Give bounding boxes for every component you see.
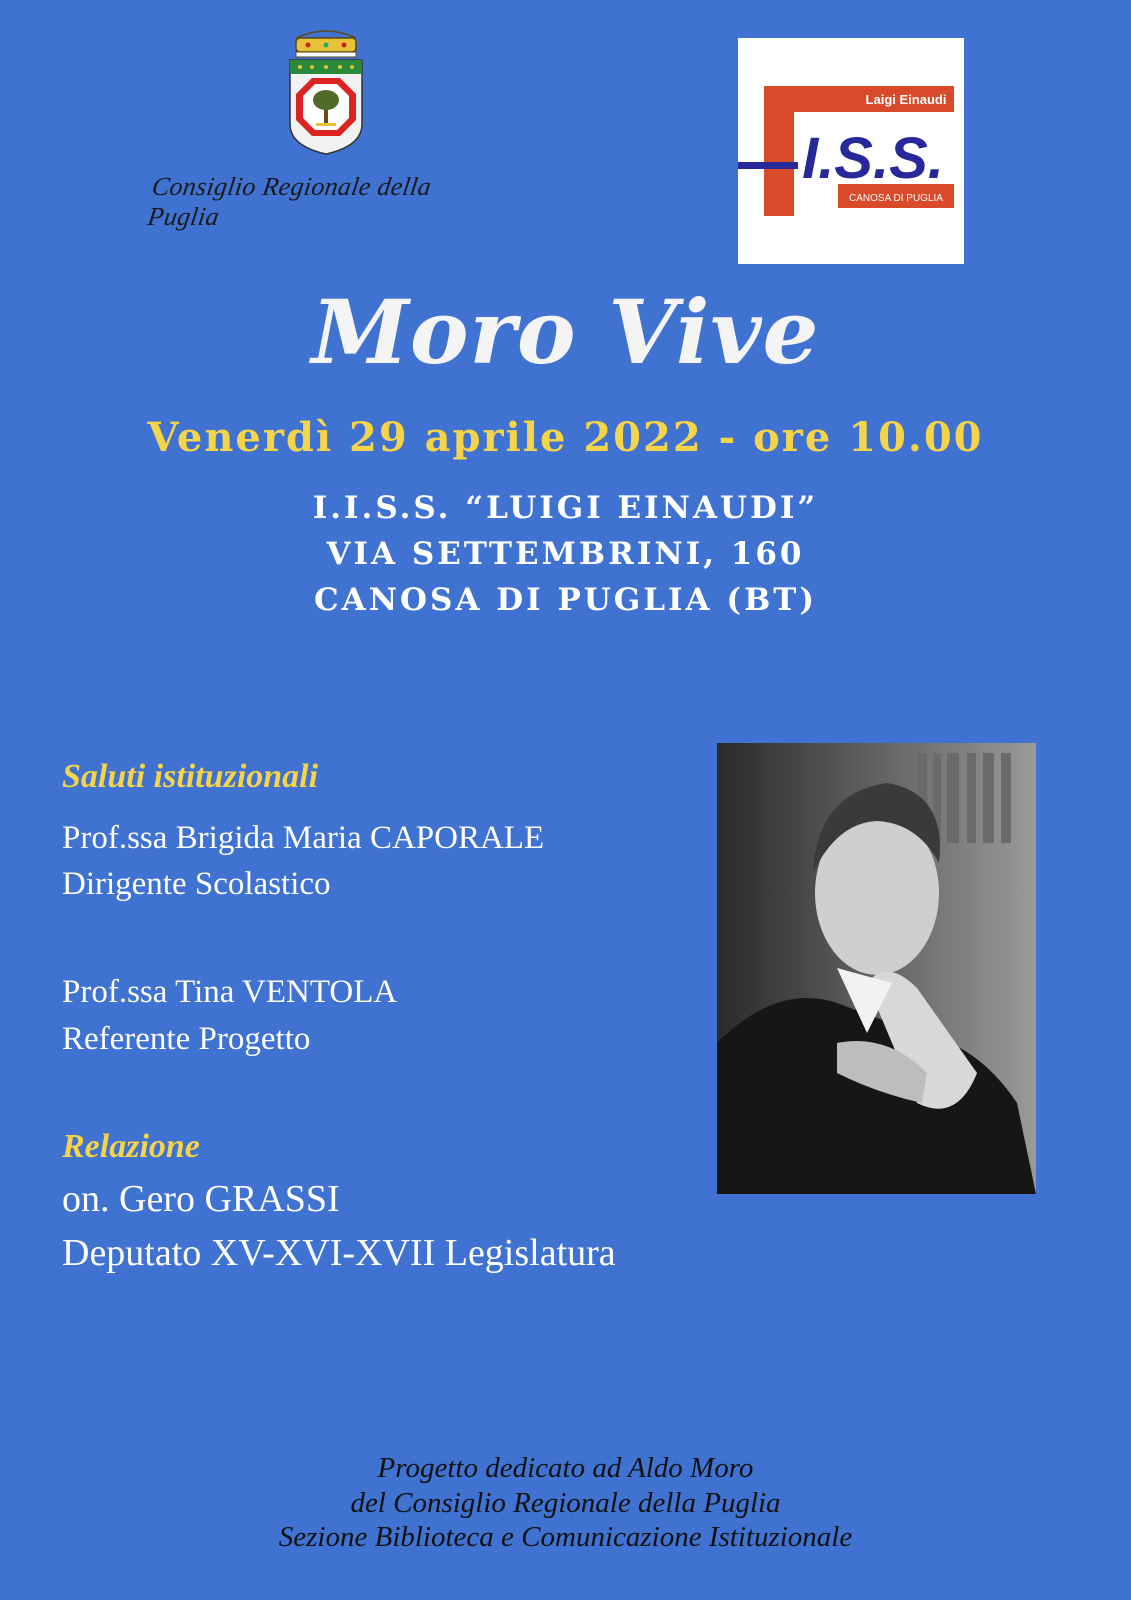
footer-line1: Progetto dedicato ad Aldo Moro bbox=[377, 1452, 754, 1484]
event-date: Venerdì 29 aprile 2022 - ore 10.00 bbox=[147, 414, 984, 461]
speaker2-name: Prof.ssa Tina VENTOLA bbox=[62, 974, 398, 1010]
speaker2-role: Referente Progetto bbox=[62, 1021, 311, 1057]
speaker1-role: Dirigente Scolastico bbox=[62, 866, 331, 902]
speaker1-name: Prof.ssa Brigida Maria CAPORALE bbox=[62, 820, 545, 856]
council-name: Consiglio Regionale della Puglia bbox=[145, 172, 434, 231]
report-speaker-name: on. Gero GRASSI bbox=[62, 1178, 340, 1220]
school-logo bbox=[738, 38, 964, 264]
venue-name: I.I.S.S. “LUIGI EINAUDI” bbox=[312, 490, 819, 526]
venue-city: CANOSA DI PUGLIA (BT) bbox=[313, 582, 818, 618]
school-logo-letters: I.S.S. bbox=[802, 126, 944, 191]
report-heading: Relazione bbox=[62, 1128, 200, 1165]
school-logo-top-label: Laigi Einaudi bbox=[865, 92, 947, 107]
report-speaker-role: Deputato XV-XVI-XVII Legislatura bbox=[62, 1232, 616, 1274]
venue-address: VIA SETTEMBRINI, 160 bbox=[326, 536, 805, 572]
school-logo-bottom-label: CANOSA DI PUGLIA bbox=[849, 193, 943, 204]
footer-line2: del Consiglio Regionale della Puglia bbox=[350, 1487, 781, 1519]
regional-coat-of-arms bbox=[286, 28, 366, 156]
greetings-heading: Saluti istituzionali bbox=[62, 758, 319, 795]
event-title: Moro Vive bbox=[311, 280, 820, 384]
portrait-photo bbox=[717, 743, 1036, 1194]
footer-line3: Sezione Biblioteca e Comunicazione Istituzionale bbox=[278, 1521, 853, 1553]
